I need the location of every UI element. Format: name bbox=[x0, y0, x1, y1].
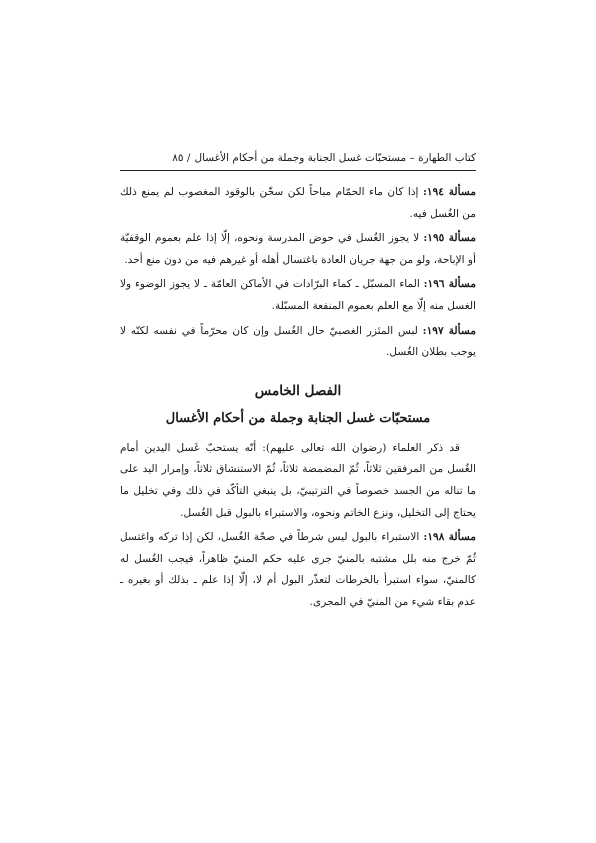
masala-label: مسألة ١٩٤: bbox=[422, 186, 476, 198]
masala-text: إذا كان ماء الحمّام مباحاً لكن سخّن بالوقود المغصوب لم يمنع ذلك من الغُسل فيه. bbox=[120, 186, 476, 220]
masala-text: الماء المسبّل ـ كماء البرّادات في الأماكن العامّة ـ لا يجوز الوضوء ولا الغسل منه إلّا مع العلم بعموم المنفعة المسبّلة. bbox=[120, 278, 476, 312]
masala-label: مسألة ١٩٨: bbox=[423, 531, 477, 544]
masala-label: مسألة ١٩٦: bbox=[423, 278, 477, 291]
header-title: كتاب الطهارة – مستحبّات غسل الجنابة وجملة من أحكام الأغسال bbox=[194, 152, 476, 164]
masala-text: لا يجوز الغُسل في حوض المدرسة ونحوه، إلّا إذا علم بعموم الوقفيّة أو الإباحة، ولو من جهة جريان العادة باغتسال أهله أو غيرهم فيه من دون منع أحد. bbox=[120, 232, 476, 266]
masala-label: مسألة ١٩٥: bbox=[423, 232, 477, 245]
section-title: مستحبّات غسل الجنابة وجملة من أحكام الأغسال bbox=[165, 410, 431, 426]
masala-197 bbox=[120, 321, 476, 364]
masala-198 bbox=[120, 527, 476, 613]
intro-paragraph: قد ذكر العلماء (رضوان الله تعالى عليهم): أنّه يستحبّ غَسل اليدين أمام الغُسل من المرفقين ثلاثاً، ثُمّ المضمضة ثلاثاً، ثُمّ الاستنشاق ثلاثاً، وإمرار اليد على ما تناله من الجسد خصوصاً في الترتيبيّ، بل ينبغي التأكّد في ذلك وفي تخليل ما يحتاج إلى التخليل، ونزع الخاتم ونحوه، والاستبراء بالبول قبل الغُسل. bbox=[120, 441, 476, 519]
masala-text: الاستبراء بالبول ليس شرطاً في صحّة الغُسل، لكن إذا تركه واغتسل ثُمّ خرج منه بلل مشتبه بالمنيّ جرى عليه حكم المنيّ ظاهراً، فيجب الغُسل له كالمنيّ، سواء استبرأ بالخرطات لتعذّر البول أم لا، إلّا إذا علم ـ بذلك أو بغيره ـ عدم بقاء شيء من المنيّ في المجرى. bbox=[120, 531, 476, 608]
masala-195 bbox=[120, 228, 476, 271]
masala-text: لبس المئزر الغصبيّ حال الغُسل وإن كان محرّماً في نفسه لكنّه لا يوجب بطلان الغُسل. bbox=[120, 324, 476, 359]
masala-label: مسألة ١٩٧: bbox=[422, 324, 476, 337]
running-header bbox=[120, 150, 476, 166]
masala-196 bbox=[120, 274, 476, 317]
page-body bbox=[120, 182, 476, 617]
masala-194 bbox=[120, 182, 476, 225]
chapter-title: الفصل الخامس bbox=[254, 382, 342, 399]
page-number: / ٨٥ bbox=[172, 152, 191, 164]
header-rule bbox=[120, 170, 476, 171]
